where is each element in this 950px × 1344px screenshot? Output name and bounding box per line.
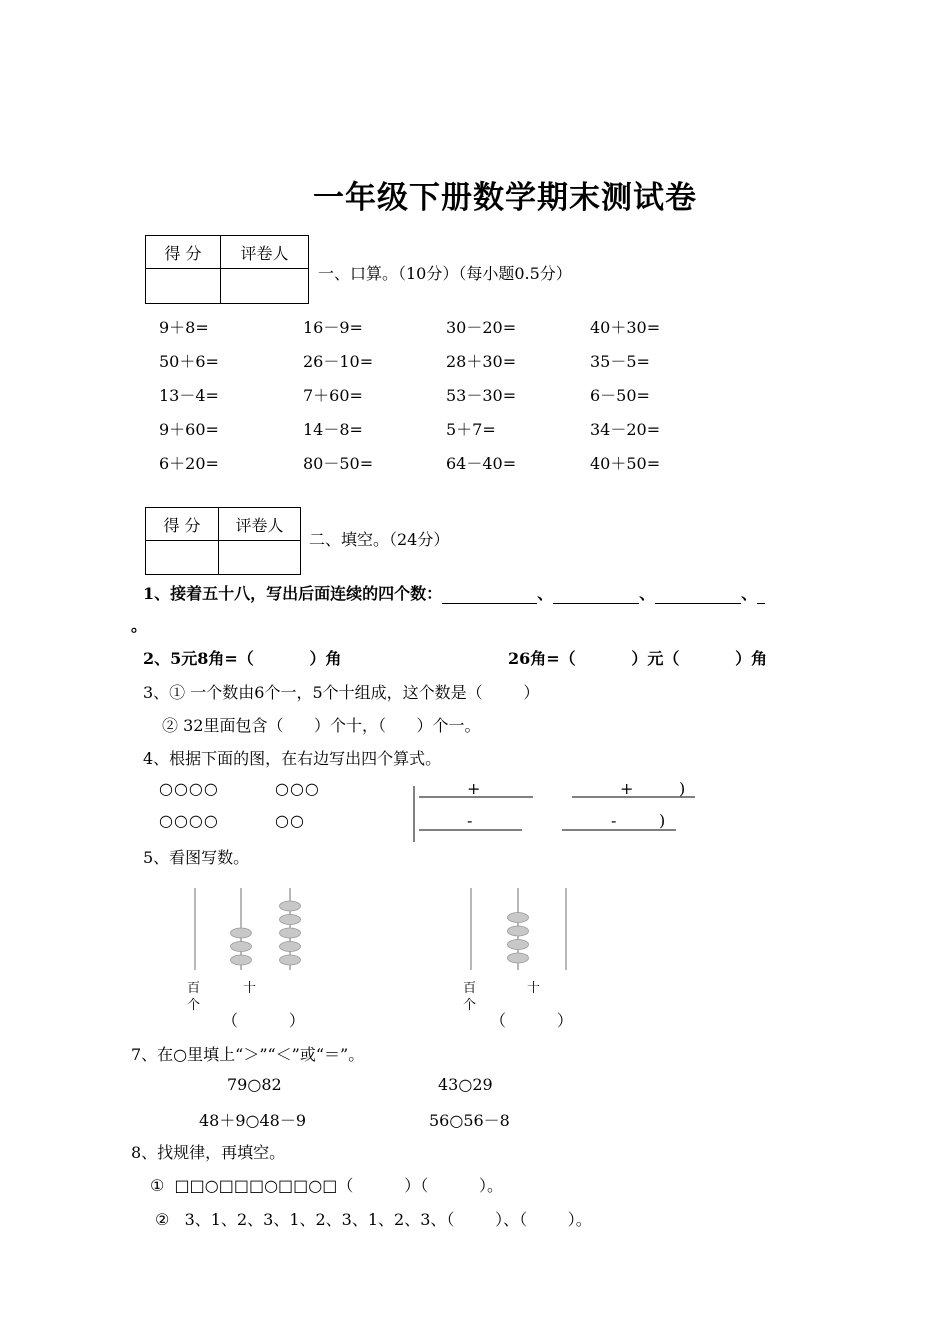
abacus-bead bbox=[508, 926, 529, 936]
arith-item: 40＋50= bbox=[590, 454, 661, 473]
q7-item: 48＋9○48－9 bbox=[199, 1111, 307, 1130]
arith-item: 80－50= bbox=[303, 454, 374, 473]
q4-minus-1: - bbox=[467, 811, 473, 830]
arith-item: 7＋60= bbox=[303, 386, 363, 405]
section2-heading: 二、填空。（24分） bbox=[309, 530, 450, 549]
section1-heading: 一、口算。（10分）（每小题0.5分） bbox=[318, 264, 572, 283]
abacus1-answer[interactable]: （ ） bbox=[222, 1011, 305, 1030]
abacus2-tens-label: 十 bbox=[527, 981, 541, 996]
q8-part2: ② 3、1、2、3、1、2、3、1、2、3、（ ）、（ ）。 bbox=[155, 1210, 592, 1229]
abacus-bead bbox=[280, 901, 301, 911]
arith-item: 40＋30= bbox=[590, 318, 661, 337]
abacus-1 bbox=[195, 888, 301, 970]
q4-circles-2a: ○○○○ bbox=[159, 811, 219, 830]
arith-item: 64－40= bbox=[446, 454, 517, 473]
grader-label: 评卷人 bbox=[219, 508, 301, 541]
grader-label: 评卷人 bbox=[221, 236, 309, 269]
arith-item: 14－8= bbox=[303, 420, 363, 439]
abacus1-ones-label: 个 bbox=[187, 998, 201, 1013]
abacus-bead bbox=[231, 955, 252, 965]
abacus1-tens-label: 十 bbox=[243, 981, 257, 996]
q4-minus-2: - bbox=[611, 811, 617, 830]
q4-plus-1: + bbox=[467, 779, 481, 798]
arith-item: 26－10= bbox=[303, 352, 374, 371]
abacus2-ones-label: 个 bbox=[463, 998, 477, 1013]
q4-circles-1b: ○○○ bbox=[275, 779, 320, 798]
abacus-bead bbox=[508, 913, 529, 923]
abacus-2 bbox=[471, 888, 566, 970]
arith-item: 6－50= bbox=[590, 386, 650, 405]
score-label: 得 分 bbox=[146, 236, 221, 269]
arith-item: 28＋30= bbox=[446, 352, 517, 371]
q4-circles-2b: ○○ bbox=[275, 811, 305, 830]
q7-item: 79○82 bbox=[227, 1075, 282, 1094]
abacus-bead bbox=[508, 953, 529, 963]
abacus1-tens-beads bbox=[231, 928, 252, 965]
arith-item: 9＋8= bbox=[159, 318, 209, 337]
arith-item: 5＋7= bbox=[446, 420, 496, 439]
q5-text: 5、看图写数。 bbox=[143, 848, 250, 867]
q1-sep: 、 bbox=[537, 584, 554, 603]
arith-item: 34－20= bbox=[590, 420, 661, 439]
arith-item: 53－30= bbox=[446, 386, 517, 405]
q4-text: 4、根据下面的图，在右边写出四个算式。 bbox=[143, 749, 442, 768]
arith-item: 30－20= bbox=[446, 318, 517, 337]
q2-left: 2、5元8角=（ ）角 bbox=[143, 649, 342, 668]
abacus-bead bbox=[231, 942, 252, 952]
arith-item: 6＋20= bbox=[159, 454, 219, 473]
abacus-bead bbox=[231, 928, 252, 938]
abacus-bead bbox=[508, 940, 529, 950]
abacus1-ones-beads bbox=[280, 901, 301, 965]
arith-item: 50＋6= bbox=[159, 352, 219, 371]
page-title: 一年级下册数学期末测试卷 bbox=[313, 180, 697, 216]
abacus2-hundreds-label: 百 bbox=[463, 981, 477, 996]
abacus1-hundreds-label: 百 bbox=[187, 981, 201, 996]
q7-item: 43○29 bbox=[438, 1075, 493, 1094]
q7-text: 7、在○里填上“＞”“＜”或“＝”。 bbox=[131, 1045, 365, 1064]
abacus-bead bbox=[280, 928, 301, 938]
abacus-bead bbox=[280, 955, 301, 965]
q8-text: 8、找规律，再填空。 bbox=[131, 1143, 286, 1162]
q3-part1: 3、① 一个数由6个一，5个十组成，这个数是（ ） bbox=[143, 683, 540, 702]
arith-item: 35－5= bbox=[590, 352, 650, 371]
arith-item: 16－9= bbox=[303, 318, 363, 337]
q1-sep: 、 bbox=[741, 584, 758, 603]
q1-tail: 。 bbox=[131, 616, 148, 635]
abacus-bead bbox=[280, 942, 301, 952]
q4-plus-2: + bbox=[620, 779, 634, 798]
score-label: 得 分 bbox=[146, 508, 219, 541]
q1-text: 1、接着五十八，写出后面连续的四个数： bbox=[143, 584, 443, 603]
q4-circles-1a: ○○○○ bbox=[159, 779, 219, 798]
q7-item: 56○56－8 bbox=[429, 1111, 510, 1130]
arith-item: 13－4= bbox=[159, 386, 219, 405]
q3-part2: ② 32里面包含（ ）个十，（ ）个一。 bbox=[162, 716, 481, 735]
abacus-bead bbox=[280, 915, 301, 925]
q1-sep: 、 bbox=[639, 584, 656, 603]
q4-paren-1: ) bbox=[679, 779, 686, 798]
q4-paren-2: ) bbox=[659, 811, 666, 830]
q8-part1: ① □□○□□□○□□○□（ ）（ ）。 bbox=[150, 1176, 504, 1195]
arith-item: 9＋60= bbox=[159, 420, 219, 439]
q2-right: 26角=（ ）元（ ）角 bbox=[508, 649, 768, 668]
abacus2-answer[interactable]: （ ） bbox=[490, 1011, 573, 1030]
